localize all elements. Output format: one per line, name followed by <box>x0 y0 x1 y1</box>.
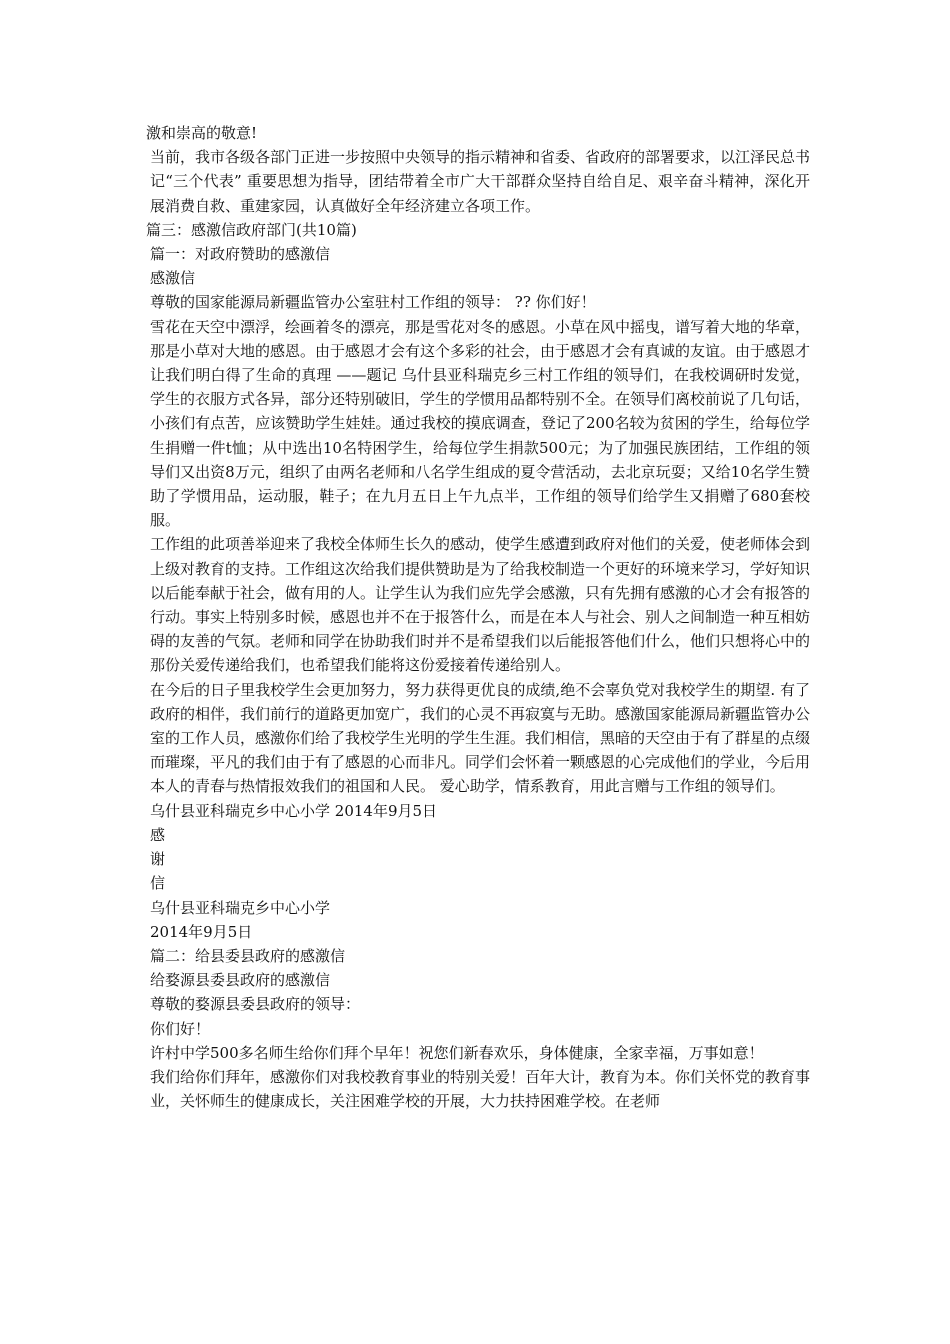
letter-title: 给婺源县委县政府的感激信 <box>150 971 331 990</box>
paragraph: 当前，我市各级各部门正进一步按照中央领导的指示精神和省委、省政府的部署要求，以江泽民总书记“三个代表” 重要思想为指导，团结带着全市广大干部群众坚持自给自足、艰辛奋斗精神，深化开展消费自救、重建家园，认真做好全年经济建立各项工作。 <box>150 148 811 215</box>
vertical-title-char: 谢 <box>150 850 166 869</box>
letter-salutation: 尊敬的婺源县委县政府的领导： <box>150 995 361 1014</box>
paragraph: 工作组的此项善举迎来了我校全体师生长久的感动，使学生感遭到政府对他们的关爱，使老师体会到上级对教育的支持。工作组这次给我们提供赞助是为了给我校制造一个更好的环境来学习，学好知识以后能奉献于社会，做有用的人。让学生认为我们应先学会感激，只有先拥有感激的心才会有报答的行动。事实上特别多时候，感恩也并不在于报答什么，而是在本人与社会、别人之间制造一种互相妨碍的友善的气氛。老师和同学在协助我们时并不是希望我们以后能报答他们什么，他们只想将心中的那份关爱传递给我们，也希望我们能将这份爱接着传递给别人。 <box>150 535 811 675</box>
signature-line: 乌什县亚科瑞克乡中心小学 2014年9月5日 <box>150 801 438 820</box>
letter-salutation: 尊敬的国家能源局新疆监管办公室驻村工作组的领导： ?? 你们好！ <box>150 293 596 312</box>
section-heading: 篇三：感激信政府部门(共10篇) <box>146 220 357 239</box>
vertical-title-char: 感 <box>150 825 166 844</box>
text-line: 激和崇高的敬意! <box>146 124 258 142</box>
paragraph: 许村中学500多名师生给你们拜个早年！祝您们新春欢乐，身体健康，全家幸福，万事如意！ <box>150 1043 764 1062</box>
vertical-title-char: 信 <box>150 874 166 893</box>
paragraph: 在今后的日子里我校学生会更加努力，努力获得更优良的成绩,绝不会辜负党对我校学生的期望. 有了政府的相伴，我们前行的道路更加宽广，我们的心灵不再寂寞与无助。感激国家能源局新疆监管办公室的工作人员，感激你们给了我校学生光明的学生生涯。我们相信，黑暗的天空由于有了群星的点缀而璀璨，平凡的我们由于有了感恩的心而非凡。同学们会怀着一颗感恩的心完成他们的学业，今后用本人的青春与热情报效我们的祖国和人民。 爱心助学，情系教育，用此言赠与工作组的领导们。 <box>150 680 811 796</box>
greeting: 你们好！ <box>150 1019 211 1038</box>
signature-school: 乌什县亚科瑞克乡中心小学 <box>150 898 331 917</box>
signature-date: 2014年9月5日 <box>150 922 253 941</box>
document-page <box>146 121 810 1113</box>
subsection-heading: 篇二：给县委县政府的感激信 <box>150 946 346 965</box>
paragraph: 雪花在天空中漂浮，绘画着冬的漂亮，那是雪花对冬的感恩。小草在风中摇曳，谱写着大地的华章，那是小草对大地的感恩。由于感恩才会有这个多彩的社会，由于感恩才会有真诚的友谊。由于感恩才让我们明白得了生命的真理 ——题记 乌什县亚科瑞克乡三村工作组的领导们，在我校调研时发觉，学生的衣服方式各异，部分还特别破旧，学生的学惯用品都特别不全。在领导们离校前说了几句话，小孩们有点苦，应该赞助学生娃娃。通过我校的摸底调查，登记了200名较为贫困的学生，给每位学生捐赠一件t恤；从中选出10名特困学生，给每位学生捐款500元；为了加强民族团结，工作组的领导们又出资8万元，组织了由两名老师和八名学生组成的夏令营活动，去北京玩耍；又给10名学生赞助了学惯用品，运动服，鞋子；在九月五日上午九点半，工作组的领导们给学生又捐赠了680套校服。 <box>150 317 811 530</box>
paragraph: 我们给你们拜年，感激你们对我校教育事业的特别关爱！百年大计，教育为本。你们关怀党的教育事业，关怀师生的健康成长，关注困难学校的开展，大力扶持困难学校。在老师 <box>150 1067 811 1111</box>
subsection-heading: 篇一：对政府赞助的感激信 <box>150 245 331 264</box>
letter-title: 感激信 <box>150 269 196 288</box>
